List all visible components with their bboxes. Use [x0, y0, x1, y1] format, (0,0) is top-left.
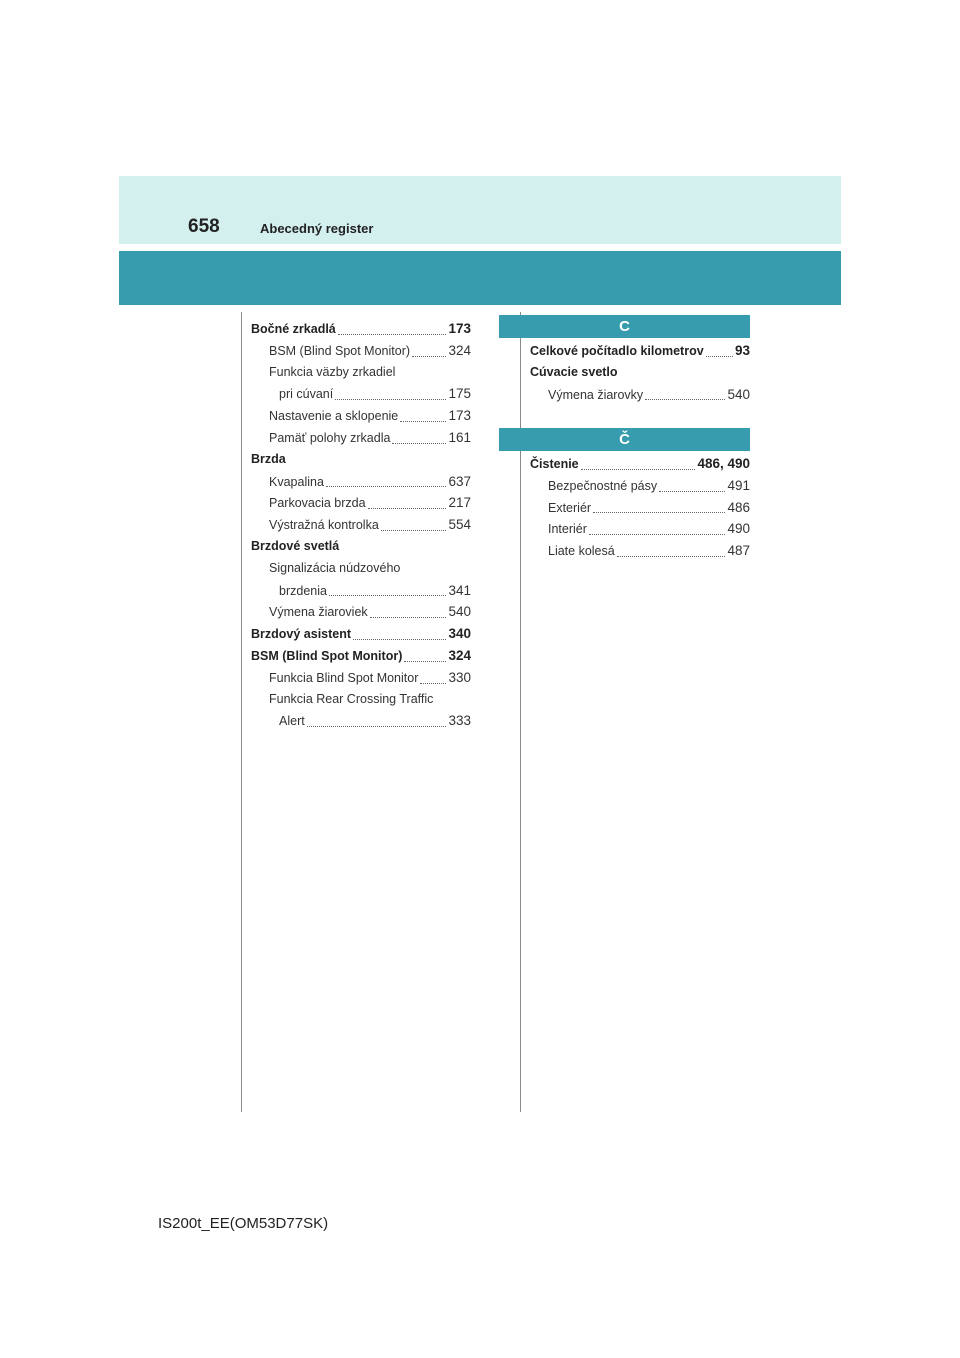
entry-label: Cúvacie svetlo	[530, 364, 618, 379]
entry-label: Funkcia väzby zrkadiel	[269, 364, 396, 379]
dot-leader	[307, 726, 447, 727]
index-entry	[530, 384, 750, 406]
entry-label: Bočné zrkadlá	[251, 322, 336, 336]
index-entry	[251, 514, 471, 536]
dot-leader	[617, 556, 726, 557]
index-entry	[251, 710, 471, 732]
index-entry	[251, 471, 471, 493]
index-entry	[251, 536, 471, 558]
entry-label: Bezpečnostné pásy	[548, 478, 658, 493]
entry-label: Funkcia Rear Crossing Traffic	[269, 691, 434, 706]
entry-label: BSM (Blind Spot Monitor)	[269, 343, 411, 358]
entry-label: Parkovacia brzda	[269, 496, 366, 511]
letter-heading-c: C	[499, 315, 750, 338]
dot-leader	[404, 661, 446, 662]
entry-page-number: 486	[727, 499, 750, 515]
index-entry	[251, 601, 471, 623]
header-band	[119, 176, 841, 244]
index-entry	[530, 518, 750, 540]
dot-leader	[420, 683, 446, 684]
entry-page-number: 554	[448, 517, 471, 533]
index-column-c-caron	[530, 453, 750, 562]
index-column-c	[530, 340, 750, 405]
entry-label: Brzdový asistent	[251, 627, 352, 642]
entry-page-number: 324	[448, 342, 471, 358]
entry-label: brzdenia	[279, 583, 327, 598]
index-entry	[251, 667, 471, 689]
entry-label: pri cúvaní	[279, 387, 334, 402]
entry-label: Brzda	[251, 451, 286, 466]
dot-leader	[370, 617, 447, 618]
page-number: 658	[188, 216, 220, 237]
dot-leader	[645, 399, 725, 400]
entry-label: Alert	[279, 714, 305, 729]
document-code: IS200t_EE(OM53D77SK)	[158, 1215, 329, 1232]
entry-label: Pamäť polohy zrkadla	[269, 430, 391, 445]
letter-heading-c-caron: Č	[499, 428, 750, 451]
section-band	[119, 251, 841, 305]
dot-leader	[338, 334, 447, 335]
index-entry	[251, 427, 471, 449]
entry-page-number: 175	[448, 386, 471, 402]
index-entry	[251, 492, 471, 514]
page-title: Abecedný register	[260, 221, 374, 236]
index-entry	[530, 453, 750, 475]
entry-page-number: 173	[448, 408, 471, 424]
entry-label: Nastavenie a sklopenie	[269, 409, 399, 424]
entry-label: Výmena žiarovky	[548, 387, 644, 402]
entry-label: Kvapalina	[269, 474, 324, 489]
dot-leader	[412, 356, 446, 357]
dot-leader	[353, 639, 446, 640]
index-entry	[251, 623, 471, 645]
entry-label: Liate kolesá	[548, 544, 615, 559]
dot-leader	[329, 595, 447, 596]
dot-leader	[392, 443, 446, 444]
column-rule-left	[241, 312, 242, 1112]
index-entry	[530, 475, 750, 497]
dot-leader	[659, 491, 725, 492]
entry-page-number: 491	[727, 477, 750, 493]
entry-label: Signalizácia núdzového	[269, 560, 401, 575]
dot-leader	[368, 508, 447, 509]
entry-page-number: 217	[448, 495, 471, 511]
entry-page-number: 341	[448, 582, 471, 598]
index-entry	[530, 362, 750, 384]
entry-page-number: 161	[448, 429, 471, 445]
entry-page-number: 324	[448, 647, 471, 663]
index-entry	[251, 558, 471, 580]
entry-label: Čistenie	[530, 457, 579, 471]
dot-leader	[589, 534, 726, 535]
index-entry	[251, 689, 471, 711]
index-entry	[251, 645, 471, 667]
entry-label: Celkové počítadlo kilometrov	[530, 344, 704, 358]
index-entry	[251, 580, 471, 602]
index-entry	[251, 383, 471, 405]
dot-leader	[400, 421, 446, 422]
entry-label: Výmena žiaroviek	[269, 605, 368, 620]
dot-leader	[706, 356, 733, 357]
entry-label: Brzdové svetlá	[251, 538, 340, 553]
index-entry	[530, 340, 750, 362]
index-entry	[251, 318, 471, 340]
dot-leader	[381, 530, 447, 531]
dot-leader	[593, 512, 725, 513]
entry-page-number: 93	[734, 343, 750, 358]
entry-page-number: 340	[448, 626, 471, 642]
index-entry	[530, 497, 750, 519]
index-entry	[251, 340, 471, 362]
entry-page-number: 540	[727, 386, 750, 402]
dot-leader	[326, 486, 447, 487]
entry-label: BSM (Blind Spot Monitor)	[251, 648, 403, 663]
dot-leader	[335, 399, 446, 400]
entry-page-number: 490	[727, 521, 750, 537]
entry-label: Interiér	[548, 522, 587, 537]
entry-label: Funkcia Blind Spot Monitor	[269, 670, 419, 685]
index-column-b	[251, 318, 471, 732]
index-entry	[251, 362, 471, 384]
index-entry	[251, 449, 471, 471]
entry-page-number: 540	[448, 604, 471, 620]
entry-page-number: 487	[727, 543, 750, 559]
entry-page-number: 637	[448, 473, 471, 489]
dot-leader	[581, 469, 696, 470]
entry-page-number: 333	[448, 713, 471, 729]
entry-page-number: 330	[448, 669, 471, 685]
entry-label: Exteriér	[548, 500, 592, 515]
index-entry	[530, 540, 750, 562]
index-entry	[251, 405, 471, 427]
entry-label: Výstražná kontrolka	[269, 518, 379, 533]
entry-page-number: 486, 490	[697, 456, 750, 471]
entry-page-number: 173	[448, 321, 471, 336]
